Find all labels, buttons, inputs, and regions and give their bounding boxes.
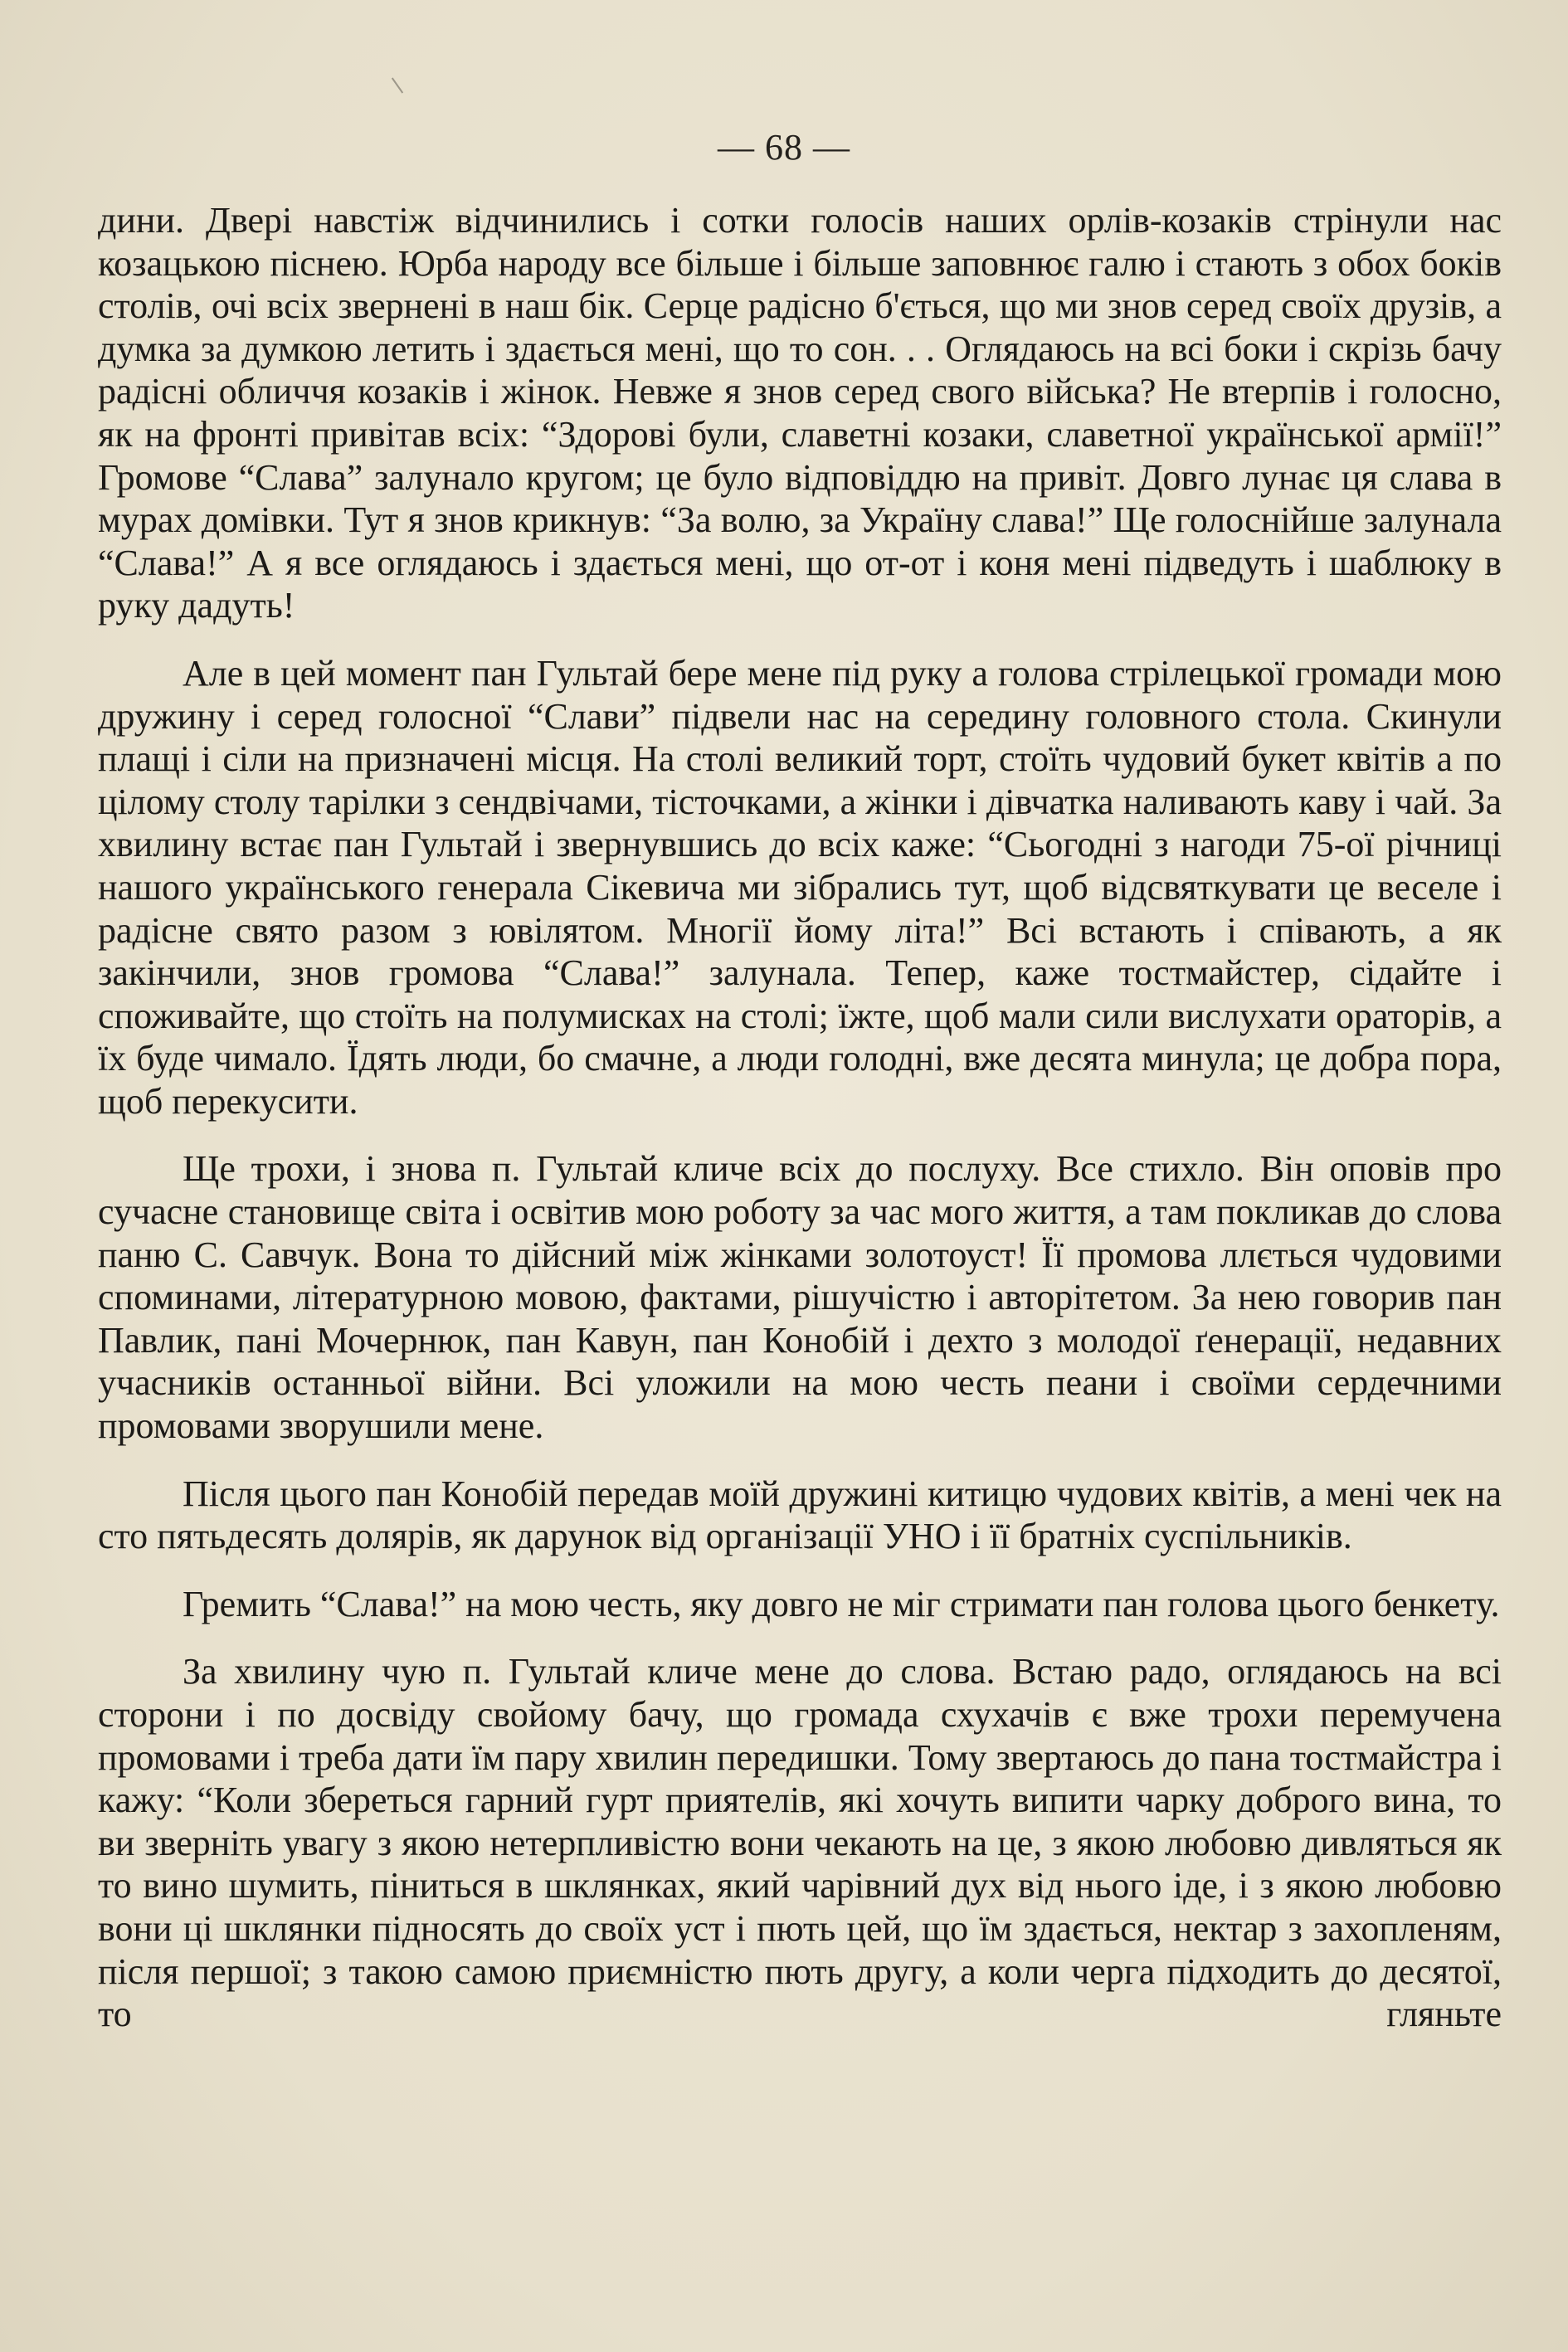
paragraph-continued: дини. Двері навстіж відчинились і сотки голосів наших орлів-козаків стрінули нас козацькою піснею. Юрба народу все більше і більше заповнює галю і стають з обох боків столів, очі всіх звернені в наш бік. Серце радісно б'ється, що ми знов серед своїх друзів, а думка за думкою летить і здається мені, що то сон. . . Оглядаюсь на всі боки і скрізь бачу радісні обличчя козаків і жінок. Невже я знов серед свого війська? Не втерпів і голосно, як на фронті привітав всіх: “Здорові були, славетні козаки, славетної української армії!” Громове “Слава” залунало кругом; це було відповіддю на привіт. Довго лунає ця слава в мурах домівки. Тут я знов крикнув: “За волю, за Україну слава!” Ще голоснійше залунала “Слава!” А я все оглядаюсь і здається мені, що от-от і коня мені підведуть і шаблюку в руку дадуть! (98, 200, 1502, 626)
paragraph: Ще трохи, і знова п. Гультай кличе всіх до послуху. Все стихло. Він оповів про сучасне становище світа і освітив мою роботу за час мого життя, а там покликав до слова паню С. Савчук. Вона то дійсний між жінками золотоуст! Її промова ллється чудовими споминами, літературною мовою, фактами, рішучістю і авторітетом. За нею говорив пан Павлик, пані Мочернюк, пан Кавун, пан Конобій і дехто з молодої ґенерації, недавних учасників останньої війни. Всі уложили на мою честь пеани і своїми сердечними промовами зворушили мене. (98, 1148, 1502, 1447)
paragraph: Після цього пан Конобій передав моїй дружині китицю чудових квітів, а мені чек на сто пятьдесять долярів, як дарунок від організації УНО і її братніх суспільників. (98, 1473, 1502, 1557)
paragraph-continues: За хвилину чую п. Гультай кличе мене до слова. Встаю радо, оглядаюсь на всі сторони і по досвіду свойому бачу, що громада схухачів є вже трохи перемучена промовами і треба дати їм пару хвилин передишки. Тому звертаюсь до пана тостмайстра і кажу: “Коли збереться гарний гурт приятелів, які хочуть випити чарку доброго вина, то ви зверніть увагу з якою нетерпливістю вони чекають на це, з якою любовю дивляться як то вино шумить, піниться в шклянках, який чарівний дух від нього іде, і з якою любовю вони ці шклянки підносять до своїх уст і пють цей, що їм здається, нектар з захопленям, після першої; з такою самою приємністю пють другу, а коли черга підходить до десятої, то гляньте (98, 1651, 1502, 2035)
paragraph: Але в цей момент пан Гультай бере мене під руку а голова стрілецької громади мою дружину і серед голосної “Слави” підвели нас на середину головного стола. Скинули плащі і сіли на призначені місця. На столі великий торт, стоїть чудовий букет квітів а по цілому столу тарілки з сендвічами, тісточками, а жінки і дівчатка наливають каву і чай. За хвилину встає пан Гультай і звернувшись до всіх каже: “Сьогодні з нагоди 75-ої річниці нашого українського генерала Сікевича ми зібрались тут, щоб відсвяткувати це веселе і радісне свято разом з ювілятом. Многії йому літа!” Всі встають і співають, а як закінчили, знов громова “Слава!” залунала. Тепер, каже тостмайстер, сідайте і споживайте, що стоїть на полумисках на столі; їжте, щоб мали сили вислухати ораторів, а їх буде чимало. Їдять люди, бо смачне, а люди голодні, вже десята минула; це добра пора, щоб перекусити. (98, 652, 1502, 1122)
paragraph: Гремить “Слава!” на мою честь, яку довго не міг стримати пан голова цього бенкету. (183, 1583, 1500, 1624)
page-number: — 68 — (718, 127, 850, 168)
body-text (98, 199, 1502, 2036)
ink-speck (392, 77, 403, 93)
